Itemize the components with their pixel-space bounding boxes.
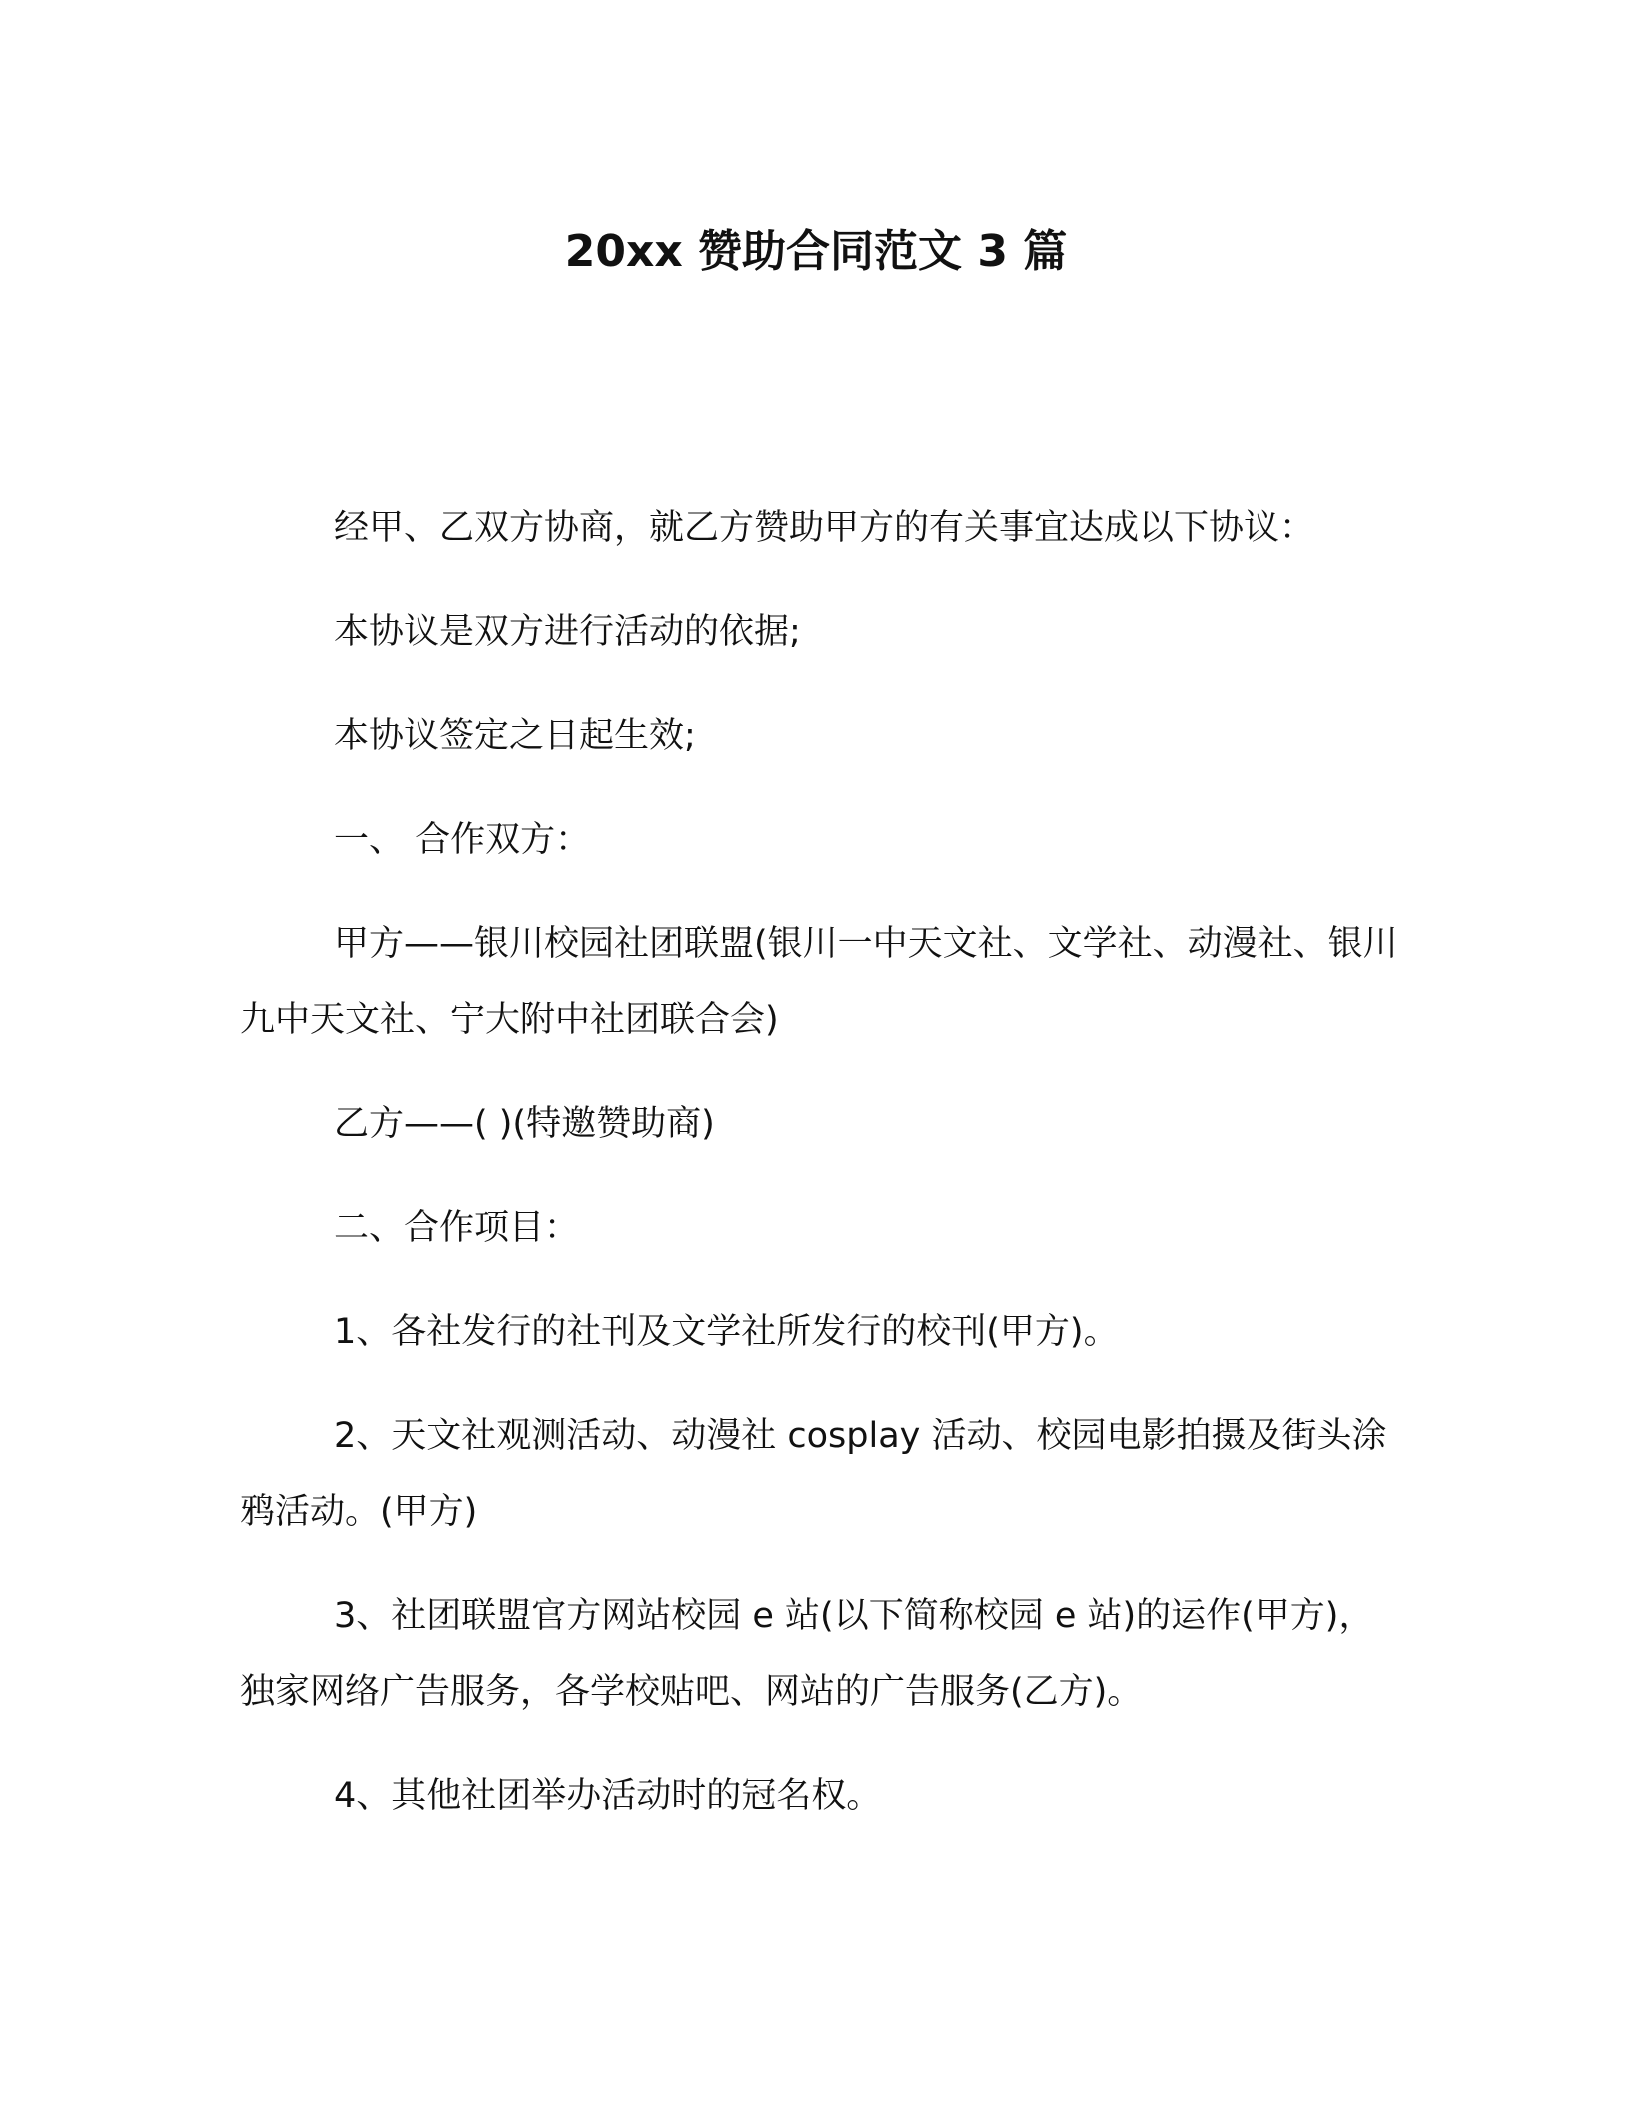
list-item-project-1: 1、各社发行的社刊及文学社所发行的校刊(甲方)。 (334, 1312, 1119, 1352)
list-item-project-2: 2、天文社观测活动、动漫社 cosplay 活动、校园电影拍摄及街头涂鸦活动。(甲方) (240, 1416, 1387, 1532)
paragraph-party-b: 乙方——( )(特邀赞助商) (334, 1104, 715, 1144)
section-heading-parties: 一、 合作双方： (334, 820, 591, 860)
document-body (240, 490, 1402, 1834)
paragraph-effective: 本协议签定之日起生效; (334, 716, 696, 756)
list-item-project-4: 4、其他社团举办活动时的冠名权。 (334, 1776, 882, 1816)
paragraph-intro: 经甲、乙双方协商，就乙方赞助甲方的有关事宜达成以下协议： (334, 508, 1315, 548)
list-item-project-3: 3、社团联盟官方网站校园 e 站(以下简称校园 e 站)的运作(甲方)，独家网络广告服务，各学校贴吧、网站的广告服务(乙方)。 (240, 1596, 1374, 1712)
paragraph-party-a: 甲方——银川校园社团联盟(银川一中天文社、文学社、动漫社、银川九中天文社、宁大附中社团联合会) (240, 924, 1398, 1040)
paragraph-basis: 本协议是双方进行活动的依据; (334, 612, 801, 652)
document-title: 20xx 赞助合同范文 3 篇 (564, 226, 1068, 277)
section-heading-projects: 二、合作项目： (334, 1208, 580, 1248)
